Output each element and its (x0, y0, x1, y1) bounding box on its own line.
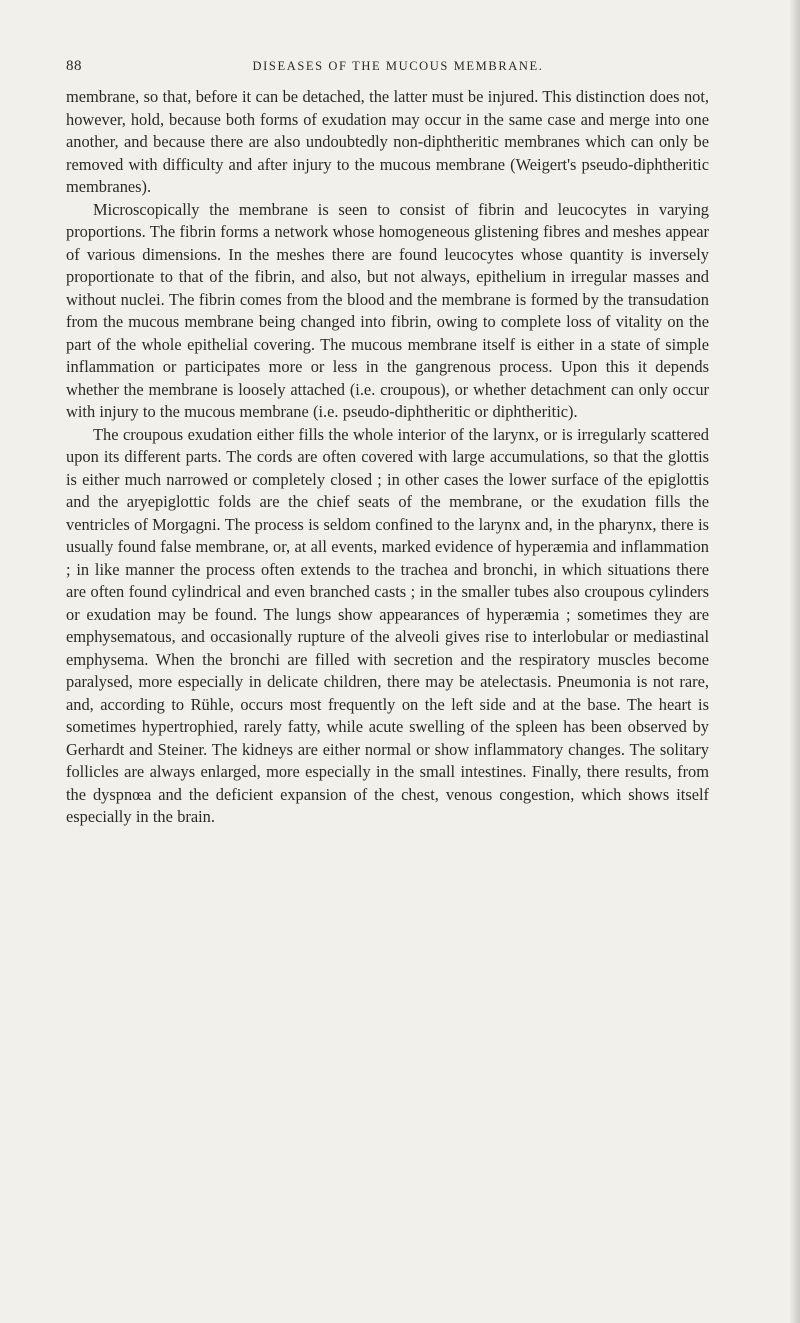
body-text (66, 86, 709, 829)
page-edge-shadow (790, 0, 800, 1323)
page-header (66, 58, 700, 80)
running-head: DISEASES OF THE MUCOUS MEMBRANE. (252, 59, 544, 73)
paragraph-microscopy: Microscopically the membrane is seen to consist of fibrin and leucocytes in varying proportions. The fibrin forms a network whose homogeneous glistening fibres and meshes appear of various dimensions. In the meshes there are found leucocytes whose quantity is inversely proportionate to that of the fibrin, and also, but not always, epithelium in irregular masses and without nuclei. The fibrin comes from the blood and the membrane is formed by the transudation from the mucous membrane being changed into fibrin, owing to complete loss of vitality on the part of the whole epithelial covering. The mucous membrane itself is either in a state of simple inflammation or participates more or less in the gangrenous process. Upon this it depends whether the membrane is loosely attached (i.e. croupous), or whether detachment can only occur with injury to the mucous membrane (i.e. pseudo-diphtheritic or diphtheritic). (66, 199, 709, 421)
page-number: 88 (66, 58, 82, 74)
paragraph-continuation: membrane, so that, before it can be detached, the latter must be injured. This distinction does not, however, hold, because both forms of exudation may occur in the same case and merge into one another, and because there are also undoubtedly non-diphtheritic membranes which can only be removed with difficulty and after injury to the mucous membrane (Weigert's pseudo-diphtheritic membranes). (66, 87, 709, 196)
paragraph-croupous-exudation: The croupous exudation either fills the whole interior of the larynx, or is irregularly scattered upon its different parts. The cords are often covered with large accumulations, so that the glottis is either much narrowed or completely closed ; in other cases the lower surface of the epiglottis and the aryepiglottic folds are the chief seats of the membrane, or the exudation fills the ventricles of Morgagni. The process is seldom confined to the larynx and, in the pharynx, there is usually found false membrane, or, at all events, marked evidence of hyperæmia and inflammation ; in like manner the process often extends to the trachea and bronchi, in which situations there are often found cylindrical and even branched casts ; in the smaller tubes also croupous cylinders or exudation may be found. The lungs show appearances of hyperæmia ; sometimes they are emphysematous, and occasionally rupture of the alveoli gives rise to interlobular or mediastinal emphysema. When the bronchi are filled with secretion and the respiratory muscles become paralysed, more especially in delicate children, there may be atelectasis. Pneumonia is not rare, and, according to Rühle, occurs most frequently on the left side and at the base. The heart is sometimes hypertrophied, rarely fatty, while acute swelling of the spleen has been observed by Gerhardt and Steiner. The kidneys are either normal or show inflammatory changes. The solitary follicles are always enlarged, more especially in the small intestines. Finally, there results, from the dyspnœa and the deficient expansion of the chest, venous congestion, which shows itself especially in the brain. (66, 424, 709, 826)
